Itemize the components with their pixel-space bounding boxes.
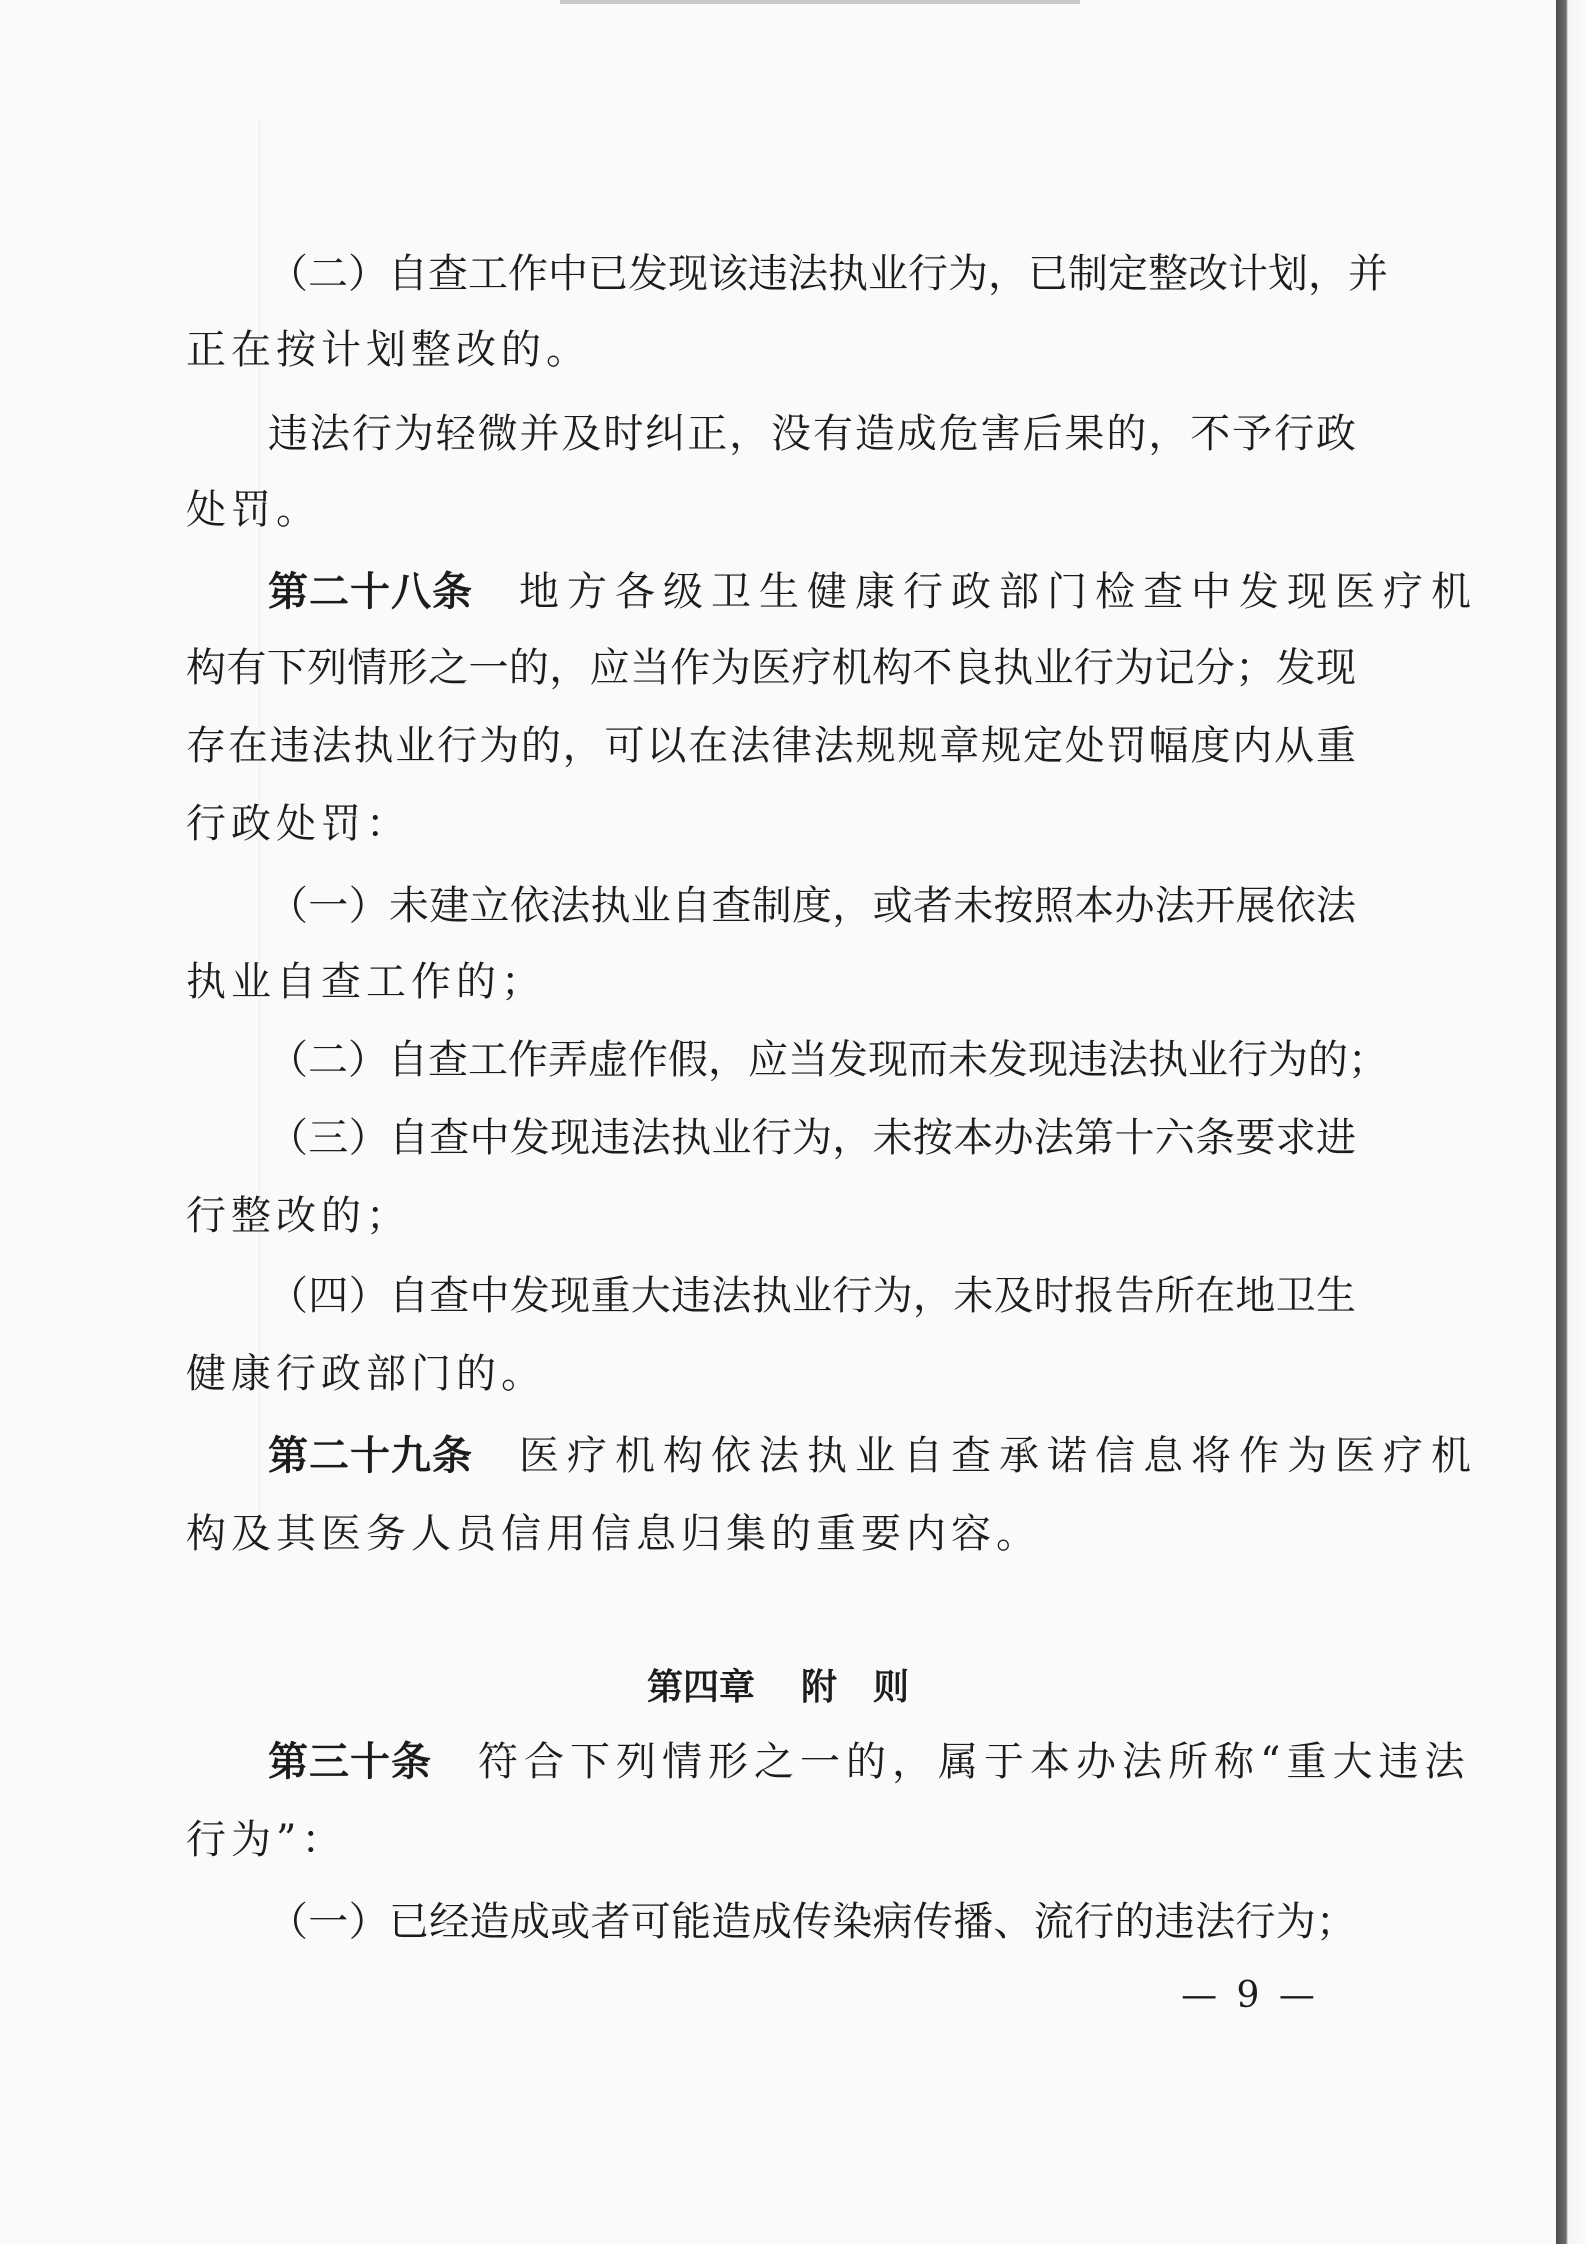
text-run: 地方各级卫生健康行政部门检查中发现医疗机 [519, 569, 1479, 615]
text-line: 构及其医务人员信用信息归集的重要内容。 [186, 1511, 1041, 1557]
page-number: — 9 — [1181, 1975, 1319, 2016]
text-line: 健康行政部门的。 [186, 1351, 546, 1397]
article-heading: 第二十九条 [268, 1433, 473, 1479]
text-line: 存在违法执业行为的，可以在法律法规规章规定处罚幅度内从重 [186, 723, 1356, 769]
article-heading: 第二十八条 [268, 569, 473, 615]
text-line: 执业自查工作的； [186, 959, 546, 1005]
article-30-first-line [268, 1732, 1471, 1792]
text-line: （四）自查中发现重大违法执业行为，未及时报告所在地卫生 [268, 1273, 1356, 1319]
scan-right-edge [1556, 0, 1587, 2244]
chapter-title: 附 则 [801, 1667, 910, 1708]
text-line: 构有下列情形之一的，应当作为医疗机构不良执业行为记分；发现 [186, 645, 1356, 691]
text-run: 符合下列情形之一的，属于本办法所称“重大违法 [478, 1739, 1471, 1785]
article-28-first-line [268, 562, 1479, 622]
text-line: （二）自查工作中已发现该违法执业行为，已制定整改计划，并 [268, 251, 1388, 297]
text-line: 正在按计划整改的。 [186, 327, 591, 373]
scan-top-mark [560, 0, 1080, 4]
text-line: （二）自查工作弄虚作假，应当发现而未发现违法执业行为的； [268, 1037, 1388, 1083]
article-heading: 第三十条 [268, 1739, 432, 1785]
text-line: 违法行为轻微并及时纠正，没有造成危害后果的，不予行政 [268, 411, 1356, 457]
text-run: 医疗机构依法执业自查承诺信息将作为医疗机 [519, 1433, 1479, 1479]
text-line: 处罚。 [186, 487, 321, 533]
text-line: 行为”： [186, 1817, 347, 1863]
text-line: 行整改的； [186, 1193, 411, 1239]
text-line: （一）已经造成或者可能造成传染病传播、流行的违法行为； [268, 1899, 1356, 1945]
chapter-number: 第四章 [646, 1667, 755, 1708]
text-line: （一）未建立依法执业自查制度，或者未按照本办法开展依法 [268, 883, 1356, 929]
text-line: （三）自查中发现违法执业行为，未按本办法第十六条要求进 [268, 1115, 1356, 1161]
text-line: 行政处罚： [186, 801, 411, 847]
article-29-first-line [268, 1426, 1479, 1486]
chapter-heading [0, 1658, 1556, 1718]
